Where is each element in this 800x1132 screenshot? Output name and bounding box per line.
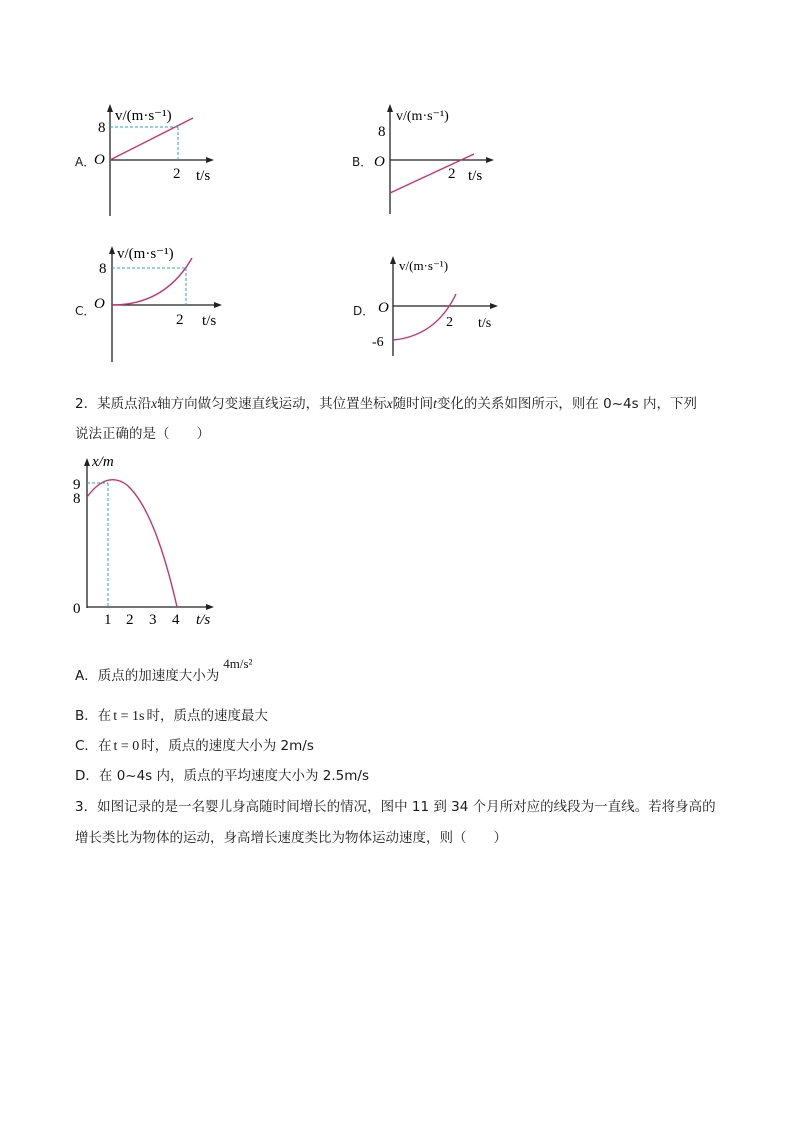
- y-tick-0: 0: [73, 601, 81, 617]
- y-axis-arrow: [84, 458, 90, 466]
- q2-stem-line2: 说法正确的是（ ）: [75, 426, 210, 442]
- velocity-line: [110, 118, 193, 160]
- y-axis-arrow: [390, 256, 396, 264]
- x-value: 2: [448, 166, 456, 182]
- q3-stem-line2: 增长类比为物体的运动，身高增长速度类比为物体运动速度，则（ ）: [75, 830, 507, 846]
- y-axis-label: x/m: [92, 454, 114, 470]
- x-axis-label: t/s: [196, 168, 211, 184]
- x-tick-4: 4: [172, 612, 180, 628]
- origin: O: [374, 154, 385, 170]
- q2-option-c: C．在 t = 0 时，质点的速度大小为 2m/s: [75, 738, 314, 754]
- q2-option-d: D．在 0~4s 内，质点的平均速度大小为 2.5m/s: [75, 768, 370, 784]
- x-axis-arrow: [206, 604, 214, 610]
- y-value: 8: [378, 124, 386, 140]
- x-value: 2: [446, 315, 453, 330]
- q3-stem-line1: 3．如图记录的是一名婴儿身高随时间增长的情况，图中 11 到 34 个月所对应的线段为一直线。若将身高的: [75, 799, 716, 815]
- x-axis-arrow: [206, 157, 214, 163]
- option-b-graph: [368, 98, 498, 220]
- x-axis-label: t/s: [478, 316, 492, 331]
- x-axis-label: t/s: [202, 313, 217, 329]
- y-axis-label: v/(m·s⁻¹): [115, 108, 172, 124]
- option-d-graph: [368, 250, 508, 360]
- x-tick-3: 3: [149, 612, 157, 628]
- option-a-letter: A．: [75, 155, 96, 169]
- y-axis-arrow: [109, 246, 115, 254]
- y-tick-9: 9: [73, 477, 81, 493]
- q2-option-b: B．在 t = 1s 时，质点的速度最大: [75, 708, 268, 724]
- q2-option-a: A．质点的加速度大小为4m/s²: [75, 656, 253, 684]
- x-axis-arrow: [486, 157, 494, 163]
- velocity-curve: [112, 258, 192, 305]
- y-axis-label: v/(m·s⁻¹): [396, 109, 449, 124]
- x-axis-arrow: [214, 302, 222, 308]
- y-value: 8: [99, 261, 107, 277]
- y-tick-8: 8: [73, 491, 81, 507]
- x-value: 2: [176, 312, 184, 328]
- origin: O: [94, 152, 105, 168]
- y-axis-arrow: [107, 104, 113, 112]
- y-axis-label: v/(m·s⁻¹): [399, 258, 449, 273]
- x-value: 2: [173, 166, 181, 182]
- x-axis-arrow: [490, 303, 498, 309]
- origin: O: [378, 300, 389, 316]
- x-tick-1: 1: [104, 612, 112, 628]
- y-axis-arrow: [387, 104, 393, 112]
- option-b-letter: B．: [352, 155, 373, 169]
- x-axis-label: t/s: [196, 612, 211, 628]
- option-c-letter: C．: [75, 304, 96, 318]
- x-tick-2: 2: [126, 612, 134, 628]
- origin: O: [94, 296, 105, 312]
- option-d-letter: D．: [353, 304, 375, 318]
- position-curve: [87, 480, 177, 607]
- option-a-graph: [88, 98, 218, 220]
- neg-value: -6: [372, 335, 384, 350]
- y-axis-label: v/(m·s⁻¹): [117, 246, 174, 262]
- x-axis-label: t/s: [468, 168, 483, 184]
- q2-stem-line1: 2．某质点沿x轴方向做匀变速直线运动，其位置坐标x随时间t变化的关系如图所示，则在 0~4s 内，下列: [75, 396, 697, 412]
- option-c-graph: [90, 240, 230, 365]
- q2-position-graph: [70, 450, 220, 630]
- y-value: 8: [98, 120, 106, 136]
